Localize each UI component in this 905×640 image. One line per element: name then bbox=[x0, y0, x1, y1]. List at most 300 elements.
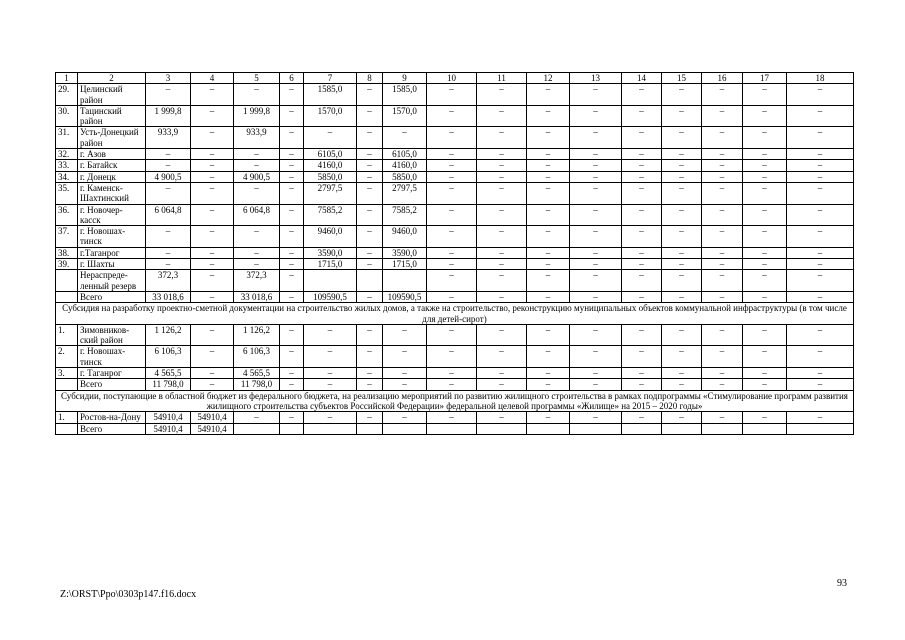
value-cell: – bbox=[357, 127, 383, 149]
value-cell: – bbox=[357, 149, 383, 160]
value-cell: 2797,5 bbox=[304, 182, 357, 204]
value-cell: – bbox=[427, 324, 477, 346]
table-row bbox=[56, 259, 854, 270]
value-cell bbox=[477, 423, 527, 434]
value-cell: – bbox=[191, 171, 234, 182]
table-row bbox=[56, 379, 854, 390]
value-cell: – bbox=[743, 368, 787, 379]
value-cell: – bbox=[662, 379, 702, 390]
column-number-cell: 5 bbox=[234, 73, 280, 84]
value-cell: – bbox=[234, 149, 280, 160]
value-cell: – bbox=[191, 160, 234, 171]
value-cell: 6 106,3 bbox=[146, 346, 191, 368]
value-cell: – bbox=[702, 412, 743, 423]
value-cell: – bbox=[146, 182, 191, 204]
row-number-cell bbox=[56, 270, 78, 292]
column-number-cell: 11 bbox=[477, 73, 527, 84]
value-cell: 109590,5 bbox=[383, 291, 427, 302]
value-cell: – bbox=[570, 346, 622, 368]
value-cell bbox=[527, 423, 570, 434]
value-cell: 3590,0 bbox=[383, 247, 427, 258]
value-cell: – bbox=[787, 204, 854, 226]
value-cell: – bbox=[702, 346, 743, 368]
value-cell: – bbox=[477, 149, 527, 160]
value-cell: 9460,0 bbox=[304, 226, 357, 248]
value-cell: – bbox=[357, 160, 383, 171]
row-name-cell: г. Новошах-тинск bbox=[78, 226, 146, 248]
value-cell: – bbox=[383, 127, 427, 149]
value-cell bbox=[383, 423, 427, 434]
value-cell: 109590,5 bbox=[304, 291, 357, 302]
value-cell: – bbox=[702, 324, 743, 346]
value-cell: – bbox=[357, 412, 383, 423]
column-number-cell: 15 bbox=[662, 73, 702, 84]
value-cell: – bbox=[280, 149, 304, 160]
value-cell: – bbox=[662, 226, 702, 248]
value-cell: – bbox=[527, 127, 570, 149]
value-cell: – bbox=[787, 171, 854, 182]
row-number-cell: 37. bbox=[56, 226, 78, 248]
row-number-cell: 29. bbox=[56, 84, 78, 106]
table-row bbox=[56, 324, 854, 346]
row-name-cell: г. Донецк bbox=[78, 171, 146, 182]
value-cell: – bbox=[191, 149, 234, 160]
value-cell: – bbox=[662, 291, 702, 302]
value-cell: – bbox=[702, 105, 743, 127]
value-cell: – bbox=[570, 270, 622, 292]
value-cell: – bbox=[191, 204, 234, 226]
value-cell: – bbox=[743, 160, 787, 171]
value-cell bbox=[357, 423, 383, 434]
page-number: 93 bbox=[837, 578, 847, 589]
value-cell: – bbox=[527, 259, 570, 270]
value-cell: 3590,0 bbox=[304, 247, 357, 258]
value-cell: 1570,0 bbox=[383, 105, 427, 127]
table-row bbox=[56, 84, 854, 106]
value-cell: – bbox=[280, 171, 304, 182]
row-number-cell: 33. bbox=[56, 160, 78, 171]
value-cell bbox=[662, 423, 702, 434]
value-cell: – bbox=[191, 379, 234, 390]
value-cell: – bbox=[702, 291, 743, 302]
table-row bbox=[56, 270, 854, 292]
value-cell: – bbox=[622, 247, 662, 258]
value-cell: – bbox=[191, 324, 234, 346]
value-cell: – bbox=[622, 84, 662, 106]
row-name-cell: Всего bbox=[78, 379, 146, 390]
row-name-cell: г. Каменск-Шахтинский bbox=[78, 182, 146, 204]
value-cell: – bbox=[570, 247, 622, 258]
value-cell: 11 798,0 bbox=[146, 379, 191, 390]
value-cell: – bbox=[234, 412, 280, 423]
value-cell: – bbox=[702, 379, 743, 390]
value-cell: – bbox=[622, 160, 662, 171]
value-cell: – bbox=[570, 105, 622, 127]
value-cell: – bbox=[383, 368, 427, 379]
value-cell: – bbox=[477, 171, 527, 182]
value-cell: – bbox=[662, 105, 702, 127]
column-number-cell: 8 bbox=[357, 73, 383, 84]
value-cell: – bbox=[527, 368, 570, 379]
value-cell: – bbox=[146, 160, 191, 171]
value-cell: – bbox=[427, 379, 477, 390]
value-cell: – bbox=[743, 204, 787, 226]
value-cell: – bbox=[357, 379, 383, 390]
value-cell: – bbox=[570, 182, 622, 204]
value-cell: – bbox=[357, 204, 383, 226]
value-cell: – bbox=[191, 291, 234, 302]
value-cell: – bbox=[622, 324, 662, 346]
column-number-cell: 10 bbox=[427, 73, 477, 84]
value-cell: – bbox=[234, 160, 280, 171]
table-row bbox=[56, 291, 854, 302]
value-cell: 1585,0 bbox=[304, 84, 357, 106]
value-cell: – bbox=[702, 160, 743, 171]
value-cell: – bbox=[427, 204, 477, 226]
value-cell: – bbox=[234, 182, 280, 204]
value-cell bbox=[622, 423, 662, 434]
value-cell: – bbox=[357, 324, 383, 346]
value-cell: – bbox=[622, 171, 662, 182]
value-cell: – bbox=[787, 259, 854, 270]
value-cell: – bbox=[527, 226, 570, 248]
table-row bbox=[56, 368, 854, 379]
value-cell: – bbox=[191, 127, 234, 149]
value-cell: – bbox=[280, 226, 304, 248]
value-cell: – bbox=[743, 412, 787, 423]
value-cell: – bbox=[427, 84, 477, 106]
table-row bbox=[56, 412, 854, 423]
value-cell: – bbox=[427, 346, 477, 368]
value-cell: – bbox=[304, 368, 357, 379]
value-cell: – bbox=[662, 84, 702, 106]
value-cell: – bbox=[477, 105, 527, 127]
value-cell bbox=[234, 423, 280, 434]
value-cell: 7585,2 bbox=[304, 204, 357, 226]
value-cell: – bbox=[427, 247, 477, 258]
value-cell: – bbox=[702, 204, 743, 226]
value-cell: – bbox=[427, 291, 477, 302]
value-cell: – bbox=[702, 84, 743, 106]
value-cell: – bbox=[527, 105, 570, 127]
value-cell bbox=[427, 423, 477, 434]
value-cell: – bbox=[146, 84, 191, 106]
value-cell: 5850,0 bbox=[304, 171, 357, 182]
value-cell: – bbox=[787, 226, 854, 248]
value-cell: – bbox=[304, 127, 357, 149]
column-number-cell: 17 bbox=[743, 73, 787, 84]
row-number-cell bbox=[56, 423, 78, 434]
value-cell: – bbox=[477, 368, 527, 379]
value-cell: – bbox=[527, 379, 570, 390]
value-cell: 1 126,2 bbox=[234, 324, 280, 346]
value-cell: – bbox=[702, 182, 743, 204]
table-row bbox=[56, 171, 854, 182]
value-cell bbox=[304, 270, 357, 292]
value-cell: – bbox=[280, 84, 304, 106]
value-cell: – bbox=[304, 379, 357, 390]
value-cell: – bbox=[527, 84, 570, 106]
row-name-cell: г.Таганрог bbox=[78, 247, 146, 258]
value-cell: – bbox=[787, 149, 854, 160]
row-name-cell: г. Таганрог bbox=[78, 368, 146, 379]
value-cell: – bbox=[570, 171, 622, 182]
value-cell: – bbox=[477, 204, 527, 226]
value-cell: – bbox=[570, 127, 622, 149]
value-cell: – bbox=[787, 291, 854, 302]
value-cell: 54910,4 bbox=[146, 412, 191, 423]
value-cell: – bbox=[662, 182, 702, 204]
value-cell: – bbox=[743, 247, 787, 258]
value-cell: – bbox=[427, 149, 477, 160]
value-cell: – bbox=[383, 346, 427, 368]
value-cell bbox=[570, 423, 622, 434]
value-cell bbox=[743, 423, 787, 434]
row-number-cell: 34. bbox=[56, 171, 78, 182]
value-cell: – bbox=[662, 259, 702, 270]
column-number-cell: 4 bbox=[191, 73, 234, 84]
value-cell: 6105,0 bbox=[383, 149, 427, 160]
column-number-cell: 13 bbox=[570, 73, 622, 84]
row-number-cell: 2. bbox=[56, 346, 78, 368]
value-cell: – bbox=[357, 291, 383, 302]
value-cell: 6 106,3 bbox=[234, 346, 280, 368]
row-name-cell: Усть-Донецкий район bbox=[78, 127, 146, 149]
value-cell: – bbox=[570, 204, 622, 226]
value-cell: – bbox=[662, 160, 702, 171]
value-cell: – bbox=[527, 204, 570, 226]
value-cell: 1 999,8 bbox=[234, 105, 280, 127]
value-cell: – bbox=[280, 324, 304, 346]
value-cell: – bbox=[743, 226, 787, 248]
value-cell: 33 018,6 bbox=[146, 291, 191, 302]
value-cell: – bbox=[702, 259, 743, 270]
value-cell: – bbox=[527, 182, 570, 204]
section-header-row bbox=[56, 390, 854, 412]
value-cell: – bbox=[570, 324, 622, 346]
value-cell: – bbox=[280, 127, 304, 149]
row-name-cell: Тацинский район bbox=[78, 105, 146, 127]
table-row bbox=[56, 105, 854, 127]
value-cell: 4160,0 bbox=[304, 160, 357, 171]
value-cell: – bbox=[477, 127, 527, 149]
value-cell: – bbox=[787, 127, 854, 149]
value-cell: – bbox=[662, 204, 702, 226]
value-cell: – bbox=[743, 171, 787, 182]
value-cell: 1570,0 bbox=[304, 105, 357, 127]
value-cell: – bbox=[357, 171, 383, 182]
value-cell: 4160,0 bbox=[383, 160, 427, 171]
value-cell: 1 126,2 bbox=[146, 324, 191, 346]
row-number-cell: 31. bbox=[56, 127, 78, 149]
value-cell: – bbox=[622, 291, 662, 302]
table-row bbox=[56, 204, 854, 226]
value-cell: – bbox=[427, 226, 477, 248]
row-number-cell: 30. bbox=[56, 105, 78, 127]
value-cell: – bbox=[146, 247, 191, 258]
value-cell: – bbox=[570, 149, 622, 160]
value-cell: – bbox=[280, 368, 304, 379]
value-cell bbox=[383, 270, 427, 292]
value-cell: – bbox=[280, 346, 304, 368]
value-cell: – bbox=[191, 105, 234, 127]
value-cell: – bbox=[357, 105, 383, 127]
value-cell: – bbox=[662, 270, 702, 292]
value-cell: – bbox=[622, 182, 662, 204]
value-cell: 5850,0 bbox=[383, 171, 427, 182]
value-cell: 372,3 bbox=[234, 270, 280, 292]
row-number-cell: 32. bbox=[56, 149, 78, 160]
value-cell: – bbox=[702, 149, 743, 160]
value-cell: – bbox=[304, 346, 357, 368]
value-cell: – bbox=[743, 259, 787, 270]
row-name-cell: г. Азов bbox=[78, 149, 146, 160]
value-cell: – bbox=[477, 247, 527, 258]
value-cell: – bbox=[743, 346, 787, 368]
value-cell: – bbox=[527, 171, 570, 182]
value-cell: 4 565,5 bbox=[234, 368, 280, 379]
value-cell: – bbox=[477, 412, 527, 423]
row-number-cell bbox=[56, 379, 78, 390]
value-cell: – bbox=[357, 346, 383, 368]
value-cell: 933,9 bbox=[146, 127, 191, 149]
value-cell: – bbox=[622, 105, 662, 127]
value-cell: – bbox=[477, 346, 527, 368]
value-cell: – bbox=[787, 368, 854, 379]
value-cell: – bbox=[702, 226, 743, 248]
value-cell: – bbox=[357, 368, 383, 379]
value-cell: – bbox=[427, 160, 477, 171]
column-number-cell: 9 bbox=[383, 73, 427, 84]
value-cell: – bbox=[622, 270, 662, 292]
value-cell: – bbox=[191, 259, 234, 270]
value-cell: – bbox=[702, 270, 743, 292]
value-cell: 6 064,8 bbox=[146, 204, 191, 226]
table-row bbox=[56, 127, 854, 149]
row-name-cell: Нераспреде-ленный резерв bbox=[78, 270, 146, 292]
value-cell: – bbox=[383, 324, 427, 346]
value-cell: – bbox=[477, 160, 527, 171]
value-cell: – bbox=[622, 226, 662, 248]
row-name-cell: г. Новочер-касск bbox=[78, 204, 146, 226]
value-cell: – bbox=[280, 182, 304, 204]
value-cell: – bbox=[570, 160, 622, 171]
row-name-cell: г. Новошах-тинск bbox=[78, 346, 146, 368]
value-cell: – bbox=[787, 346, 854, 368]
value-cell: – bbox=[743, 324, 787, 346]
value-cell: – bbox=[234, 247, 280, 258]
value-cell: – bbox=[662, 149, 702, 160]
value-cell: – bbox=[743, 182, 787, 204]
value-cell: – bbox=[280, 270, 304, 292]
value-cell: – bbox=[427, 412, 477, 423]
value-cell: – bbox=[191, 84, 234, 106]
value-cell: 33 018,6 bbox=[234, 291, 280, 302]
value-cell: – bbox=[357, 182, 383, 204]
value-cell: – bbox=[622, 346, 662, 368]
row-number-cell: 1. bbox=[56, 412, 78, 423]
value-cell: – bbox=[570, 84, 622, 106]
value-cell: 1 999,8 bbox=[146, 105, 191, 127]
section-title: Субсидии, поступающие в областной бюджет из федерального бюджета, на реализацию мероприятий по развитию жилищного строительства в рамках подпрограммы «Стимулирование программ развития жилищного строительства субъектов Российской Федерации» федеральной целевой программы «Жилище» на 2015 – 2020 годы» bbox=[56, 390, 854, 412]
value-cell: 6 064,8 bbox=[234, 204, 280, 226]
column-number-cell: 2 bbox=[78, 73, 146, 84]
table-row bbox=[56, 226, 854, 248]
value-cell: – bbox=[743, 127, 787, 149]
row-number-cell: 38. bbox=[56, 247, 78, 258]
value-cell: 54910,4 bbox=[146, 423, 191, 434]
value-cell: – bbox=[280, 412, 304, 423]
value-cell: – bbox=[191, 247, 234, 258]
row-name-cell: Ростов-на-Дону bbox=[78, 412, 146, 423]
value-cell bbox=[702, 423, 743, 434]
value-cell: – bbox=[527, 160, 570, 171]
value-cell: – bbox=[743, 84, 787, 106]
value-cell: – bbox=[787, 84, 854, 106]
value-cell bbox=[357, 270, 383, 292]
value-cell: – bbox=[427, 127, 477, 149]
value-cell: – bbox=[527, 270, 570, 292]
value-cell: 1585,0 bbox=[383, 84, 427, 106]
value-cell: – bbox=[304, 324, 357, 346]
value-cell: – bbox=[280, 204, 304, 226]
value-cell: – bbox=[622, 368, 662, 379]
value-cell: 4 900,5 bbox=[146, 171, 191, 182]
value-cell: – bbox=[787, 160, 854, 171]
value-cell: – bbox=[280, 105, 304, 127]
value-cell: – bbox=[570, 368, 622, 379]
value-cell: – bbox=[146, 226, 191, 248]
value-cell: – bbox=[477, 291, 527, 302]
value-cell: – bbox=[357, 84, 383, 106]
value-cell: – bbox=[787, 105, 854, 127]
value-cell: – bbox=[622, 379, 662, 390]
row-name-cell: Всего bbox=[78, 423, 146, 434]
value-cell: – bbox=[570, 379, 622, 390]
value-cell: – bbox=[662, 346, 702, 368]
value-cell: – bbox=[662, 412, 702, 423]
row-name-cell: г. Батайск bbox=[78, 160, 146, 171]
row-name-cell: г. Шахты bbox=[78, 259, 146, 270]
value-cell: – bbox=[191, 182, 234, 204]
value-cell: – bbox=[427, 368, 477, 379]
value-cell: – bbox=[304, 412, 357, 423]
value-cell: – bbox=[234, 259, 280, 270]
value-cell: 372,3 bbox=[146, 270, 191, 292]
row-name-cell: Зимовников-ский район bbox=[78, 324, 146, 346]
value-cell: – bbox=[662, 171, 702, 182]
file-path: Z:\ORST\Ppo\0303p147.f16.docx bbox=[60, 589, 197, 600]
value-cell: – bbox=[570, 226, 622, 248]
value-cell: – bbox=[146, 149, 191, 160]
section-title: Субсидия на разработку проектно-сметной документации на строительство жилых домов, а также на строительство, реконструкцию муниципальных объектов коммунальной инфраструктуры (в том числе для детей-сирот) bbox=[56, 303, 854, 325]
value-cell: 4 565,5 bbox=[146, 368, 191, 379]
value-cell: 2797,5 bbox=[383, 182, 427, 204]
column-number-cell: 6 bbox=[280, 73, 304, 84]
value-cell: 54910,4 bbox=[191, 412, 234, 423]
value-cell: – bbox=[527, 346, 570, 368]
value-cell: – bbox=[527, 324, 570, 346]
value-cell: – bbox=[527, 149, 570, 160]
row-number-cell: 1. bbox=[56, 324, 78, 346]
value-cell: – bbox=[280, 247, 304, 258]
value-cell: 54910,4 bbox=[191, 423, 234, 434]
value-cell: – bbox=[527, 291, 570, 302]
value-cell: – bbox=[280, 259, 304, 270]
value-cell: – bbox=[570, 259, 622, 270]
value-cell: – bbox=[280, 160, 304, 171]
value-cell: – bbox=[280, 379, 304, 390]
